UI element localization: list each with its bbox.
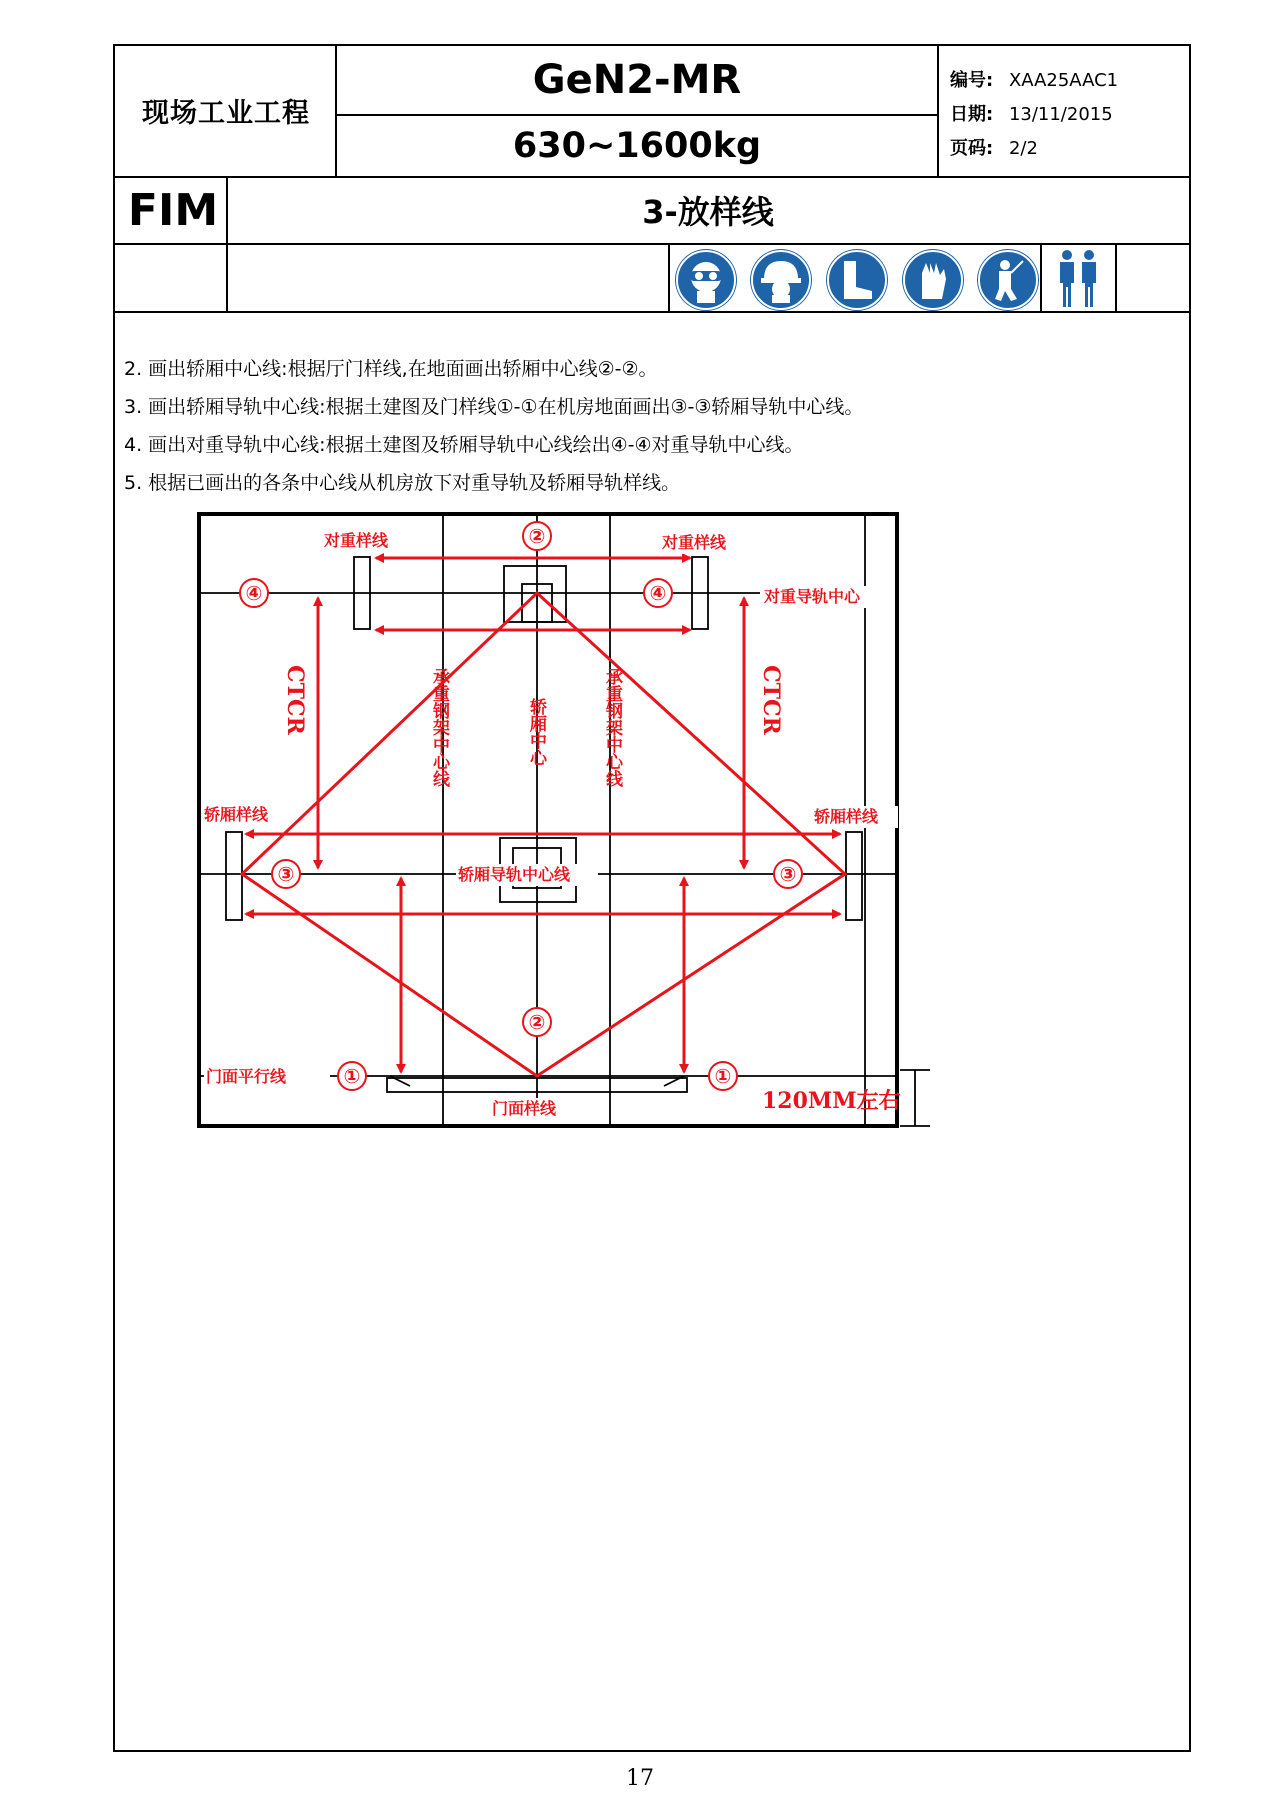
fim-label: FIM <box>127 184 219 236</box>
marker-3: ③ <box>277 862 295 886</box>
sample-lines <box>242 558 845 1076</box>
car-center: 轿厢中心 <box>526 698 546 766</box>
meta-value: 13/11/2015 <box>1008 104 1113 125</box>
company-name: 现场工业工程 <box>142 97 310 129</box>
cwt-line-left: 对重样线 <box>324 531 389 550</box>
marker-3: ③ <box>779 862 797 886</box>
car-line-right: 轿厢样线 <box>814 807 879 826</box>
beam-center-right: 承重钢架中心线 <box>602 668 622 787</box>
marker-2: ② <box>528 1010 546 1034</box>
section-title: 3-放样线 <box>642 193 774 231</box>
meta-label: 编号: <box>950 70 994 91</box>
meta-value: 2/2 <box>1008 138 1038 159</box>
marker-4: ④ <box>649 581 667 605</box>
car-center-fo <box>525 698 549 794</box>
capacity-title: 630~1600kg <box>512 126 762 166</box>
cwt-rail-center: 对重导轨中心 <box>764 587 861 606</box>
ctcr-right: CTCR <box>758 665 784 735</box>
beam-center-left: 承重钢架中心线 <box>429 668 449 787</box>
meta-value: XAA25AAC1 <box>1008 70 1119 91</box>
marker-1: ① <box>343 1064 361 1088</box>
page-number: 17 <box>626 1766 654 1791</box>
step-5: 5. 根据已画出的各条中心线从机房放下对重导轨及轿厢导轨样线。 <box>124 472 681 494</box>
step-2: 2. 画出轿厢中心线:根据厅门样线,在地面画出轿厢中心线②-②。 <box>124 358 658 380</box>
car-rail-center: 轿厢导轨中心线 <box>458 865 571 884</box>
door-parallel-line: 门面平行线 <box>206 1067 287 1086</box>
offset-120mm: 120MM左右 <box>762 1088 901 1114</box>
meta-label: 日期: <box>950 104 994 125</box>
step-3: 3. 画出轿厢导轨中心线:根据土建图及门样线①-①在机房地面画出③-③轿厢导轨中心线。 <box>124 396 864 418</box>
step-4: 4. 画出对重导轨中心线:根据土建图及轿厢导轨中心线绘出④-④对重导轨中心线。 <box>124 434 804 456</box>
marker-4: ④ <box>245 581 263 605</box>
marker-1: ① <box>714 1064 732 1088</box>
beam-center-left-fo <box>428 668 452 824</box>
car-line-left: 轿厢样线 <box>204 805 269 824</box>
meta-label: 页码: <box>950 138 994 159</box>
model-title: GeN2-MR <box>532 57 742 103</box>
ctcr-left: CTCR <box>282 665 308 735</box>
cwt-line-right: 对重样线 <box>662 533 727 552</box>
beam-center-right-fo <box>601 668 625 824</box>
marker-2: ② <box>528 524 546 548</box>
door-sample-line: 门面样线 <box>492 1099 557 1118</box>
